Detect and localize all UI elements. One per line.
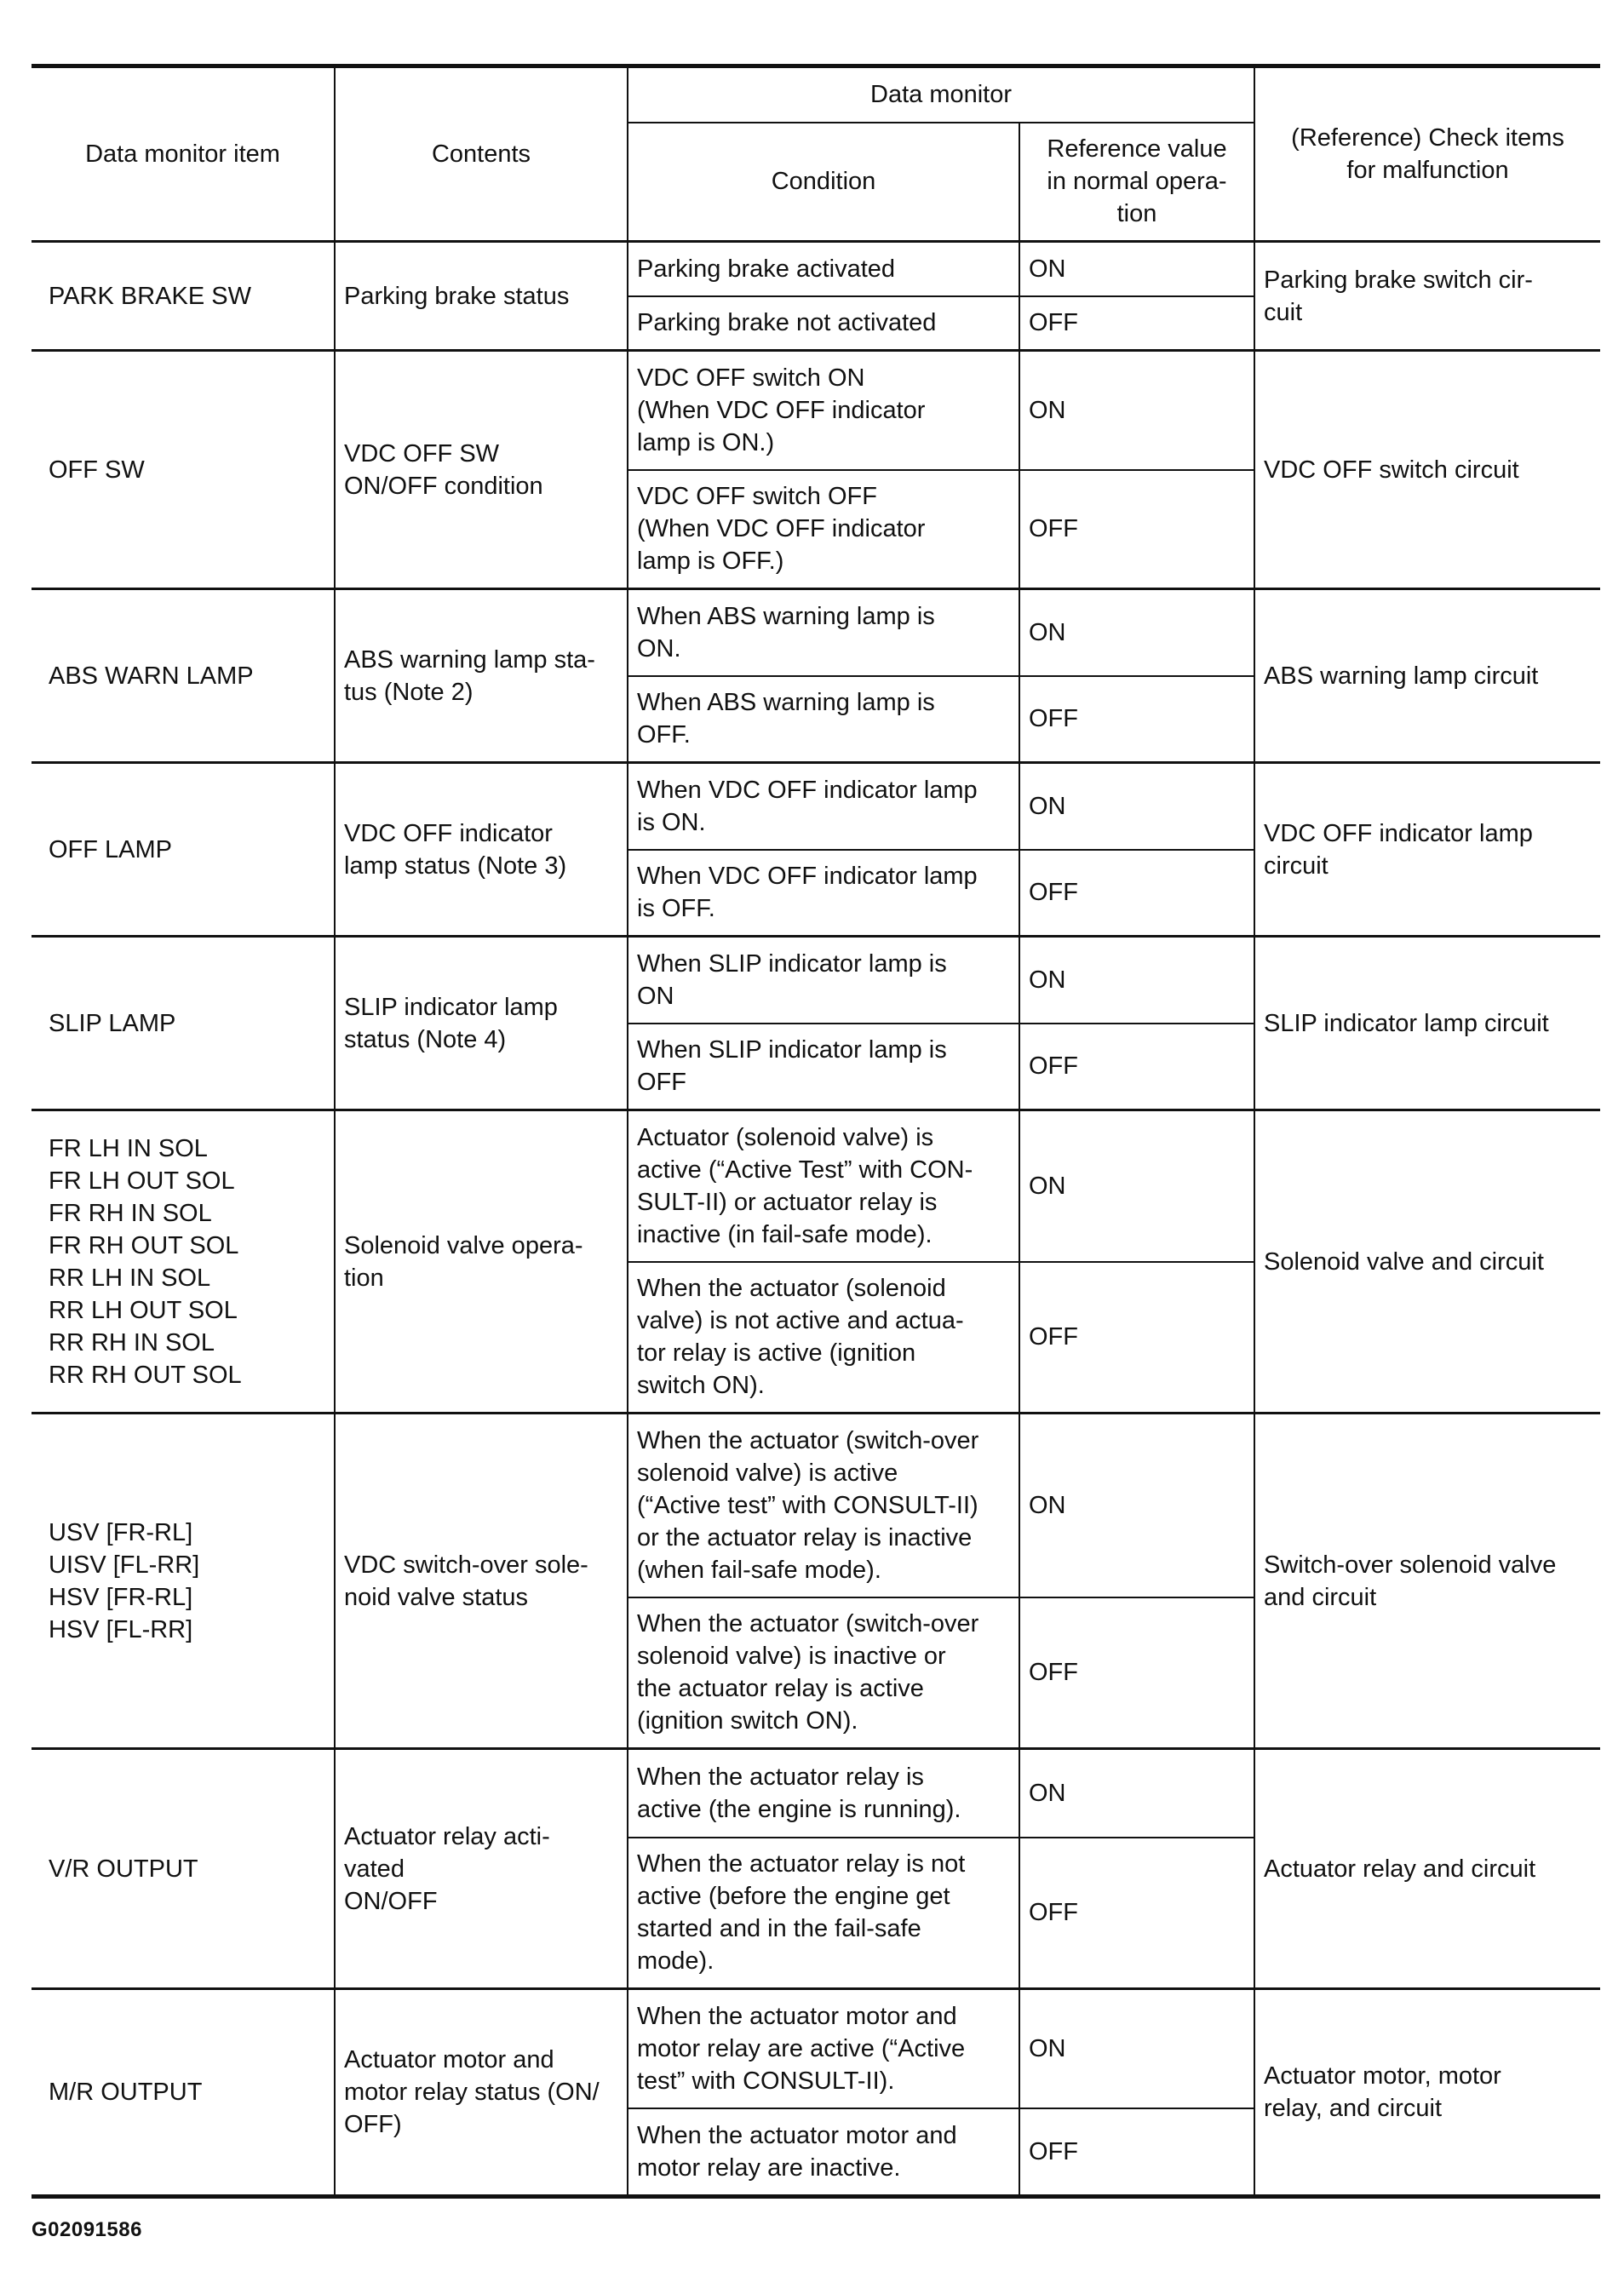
data-monitor-table-sheet <box>32 64 1600 2199</box>
table-row <box>32 1989 1600 2108</box>
contents-cell: SLIP indicator lamp status (Note 4) <box>335 937 628 1110</box>
item-cell: OFF LAMP <box>32 763 335 937</box>
header-contents: Contents <box>335 66 628 242</box>
check-items-cell: Actuator relay and circuit <box>1254 1749 1600 1989</box>
check-items-cell: Actuator motor, motor relay, and circuit <box>1254 1989 1600 2197</box>
condition-cell: When the actuator (switch-over solenoid valve) is inactive or the actuator relay is active (ignition switch ON). <box>628 1597 1019 1749</box>
reference-value-cell: ON <box>1019 1989 1254 2108</box>
condition-cell: VDC OFF switch OFF (When VDC OFF indicator lamp is OFF.) <box>628 470 1019 589</box>
table-body <box>32 242 1600 2197</box>
reference-value-cell: OFF <box>1019 676 1254 763</box>
item-cell: USV [FR-RL] UISV [FL-RR] HSV [FR-RL] HSV [FL-RR] <box>32 1414 335 1749</box>
condition-cell: When the actuator (solenoid valve) is not active and actua- tor relay is active (ignition switch ON). <box>628 1262 1019 1414</box>
table-row <box>32 1749 1600 1838</box>
table-row <box>32 937 1600 1024</box>
check-items-cell: VDC OFF switch circuit <box>1254 351 1600 589</box>
contents-cell: Solenoid valve opera- tion <box>335 1110 628 1414</box>
contents-cell: Actuator motor and motor relay status (ON/ OFF) <box>335 1989 628 2197</box>
header-data-monitor: Data monitor <box>628 66 1254 123</box>
condition-cell: When VDC OFF indicator lamp is ON. <box>628 763 1019 850</box>
check-items-cell: ABS warning lamp circuit <box>1254 589 1600 763</box>
contents-cell: VDC OFF indicator lamp status (Note 3) <box>335 763 628 937</box>
check-items-cell: Parking brake switch cir- cuit <box>1254 242 1600 351</box>
reference-value-cell: ON <box>1019 763 1254 850</box>
condition-cell: When SLIP indicator lamp is ON <box>628 937 1019 1024</box>
table-row <box>32 351 1600 470</box>
condition-cell: When VDC OFF indicator lamp is OFF. <box>628 850 1019 937</box>
condition-cell: When ABS warning lamp is ON. <box>628 589 1019 676</box>
condition-cell: When SLIP indicator lamp is OFF <box>628 1024 1019 1110</box>
reference-value-cell: ON <box>1019 242 1254 296</box>
condition-cell: Actuator (solenoid valve) is active (“Active Test” with CON- SULT-II) or actuator relay is inactive (in fail-safe mode). <box>628 1110 1019 1262</box>
reference-value-cell: OFF <box>1019 850 1254 937</box>
reference-value-cell: ON <box>1019 1110 1254 1262</box>
contents-cell: ABS warning lamp sta- tus (Note 2) <box>335 589 628 763</box>
table-row <box>32 763 1600 850</box>
contents-cell: Parking brake status <box>335 242 628 351</box>
item-cell: FR LH IN SOL FR LH OUT SOL FR RH IN SOL FR RH OUT SOL RR LH IN SOL RR LH OUT SOL RR RH IN SOL RR RH OUT SOL <box>32 1110 335 1414</box>
header-data-monitor-item: Data monitor item <box>32 66 335 242</box>
item-cell: SLIP LAMP <box>32 937 335 1110</box>
condition-cell: Parking brake not activated <box>628 296 1019 351</box>
item-cell: M/R OUTPUT <box>32 1989 335 2197</box>
check-items-cell: VDC OFF indicator lamp circuit <box>1254 763 1600 937</box>
reference-value-cell: ON <box>1019 1414 1254 1597</box>
condition-cell: VDC OFF switch ON (When VDC OFF indicator lamp is ON.) <box>628 351 1019 470</box>
item-cell: OFF SW <box>32 351 335 589</box>
reference-value-cell: OFF <box>1019 1024 1254 1110</box>
contents-cell: VDC OFF SW ON/OFF condition <box>335 351 628 589</box>
table-row <box>32 1110 1600 1262</box>
reference-value-cell: ON <box>1019 589 1254 676</box>
reference-value-cell: ON <box>1019 351 1254 470</box>
condition-cell: Parking brake activated <box>628 242 1019 296</box>
check-items-cell: Switch-over solenoid valve and circuit <box>1254 1414 1600 1749</box>
condition-cell: When ABS warning lamp is OFF. <box>628 676 1019 763</box>
reference-value-cell: ON <box>1019 1749 1254 1838</box>
item-cell: V/R OUTPUT <box>32 1749 335 1989</box>
item-cell: ABS WARN LAMP <box>32 589 335 763</box>
condition-cell: When the actuator relay is not active (before the engine get started and in the fail-safe mode). <box>628 1838 1019 1989</box>
check-items-cell: Solenoid valve and circuit <box>1254 1110 1600 1414</box>
contents-cell: VDC switch-over sole- noid valve status <box>335 1414 628 1749</box>
condition-cell: When the actuator motor and motor relay are inactive. <box>628 2108 1019 2197</box>
reference-value-cell: OFF <box>1019 2108 1254 2197</box>
contents-cell: Actuator relay acti- vated ON/OFF <box>335 1749 628 1989</box>
condition-cell: When the actuator relay is active (the engine is running). <box>628 1749 1019 1838</box>
reference-value-cell: OFF <box>1019 296 1254 351</box>
reference-value-cell: OFF <box>1019 1838 1254 1989</box>
condition-cell: When the actuator motor and motor relay are active (“Active test” with CONSULT-II). <box>628 1989 1019 2108</box>
header-check-items: (Reference) Check items for malfunction <box>1254 66 1600 242</box>
reference-value-cell: OFF <box>1019 470 1254 589</box>
reference-value-cell: OFF <box>1019 1597 1254 1749</box>
table-row <box>32 242 1600 296</box>
reference-value-cell: OFF <box>1019 1262 1254 1414</box>
check-items-cell: SLIP indicator lamp circuit <box>1254 937 1600 1110</box>
header-reference-value: Reference value in normal opera- tion <box>1019 123 1254 242</box>
table-row <box>32 589 1600 676</box>
header-condition: Condition <box>628 123 1019 242</box>
data-monitor-table <box>32 64 1600 2199</box>
condition-cell: When the actuator (switch-over solenoid valve) is active (“Active test” with CONSULT-II) or the actuator relay is inactive (when fail-safe mode). <box>628 1414 1019 1597</box>
item-cell: PARK BRAKE SW <box>32 242 335 351</box>
reference-value-cell: ON <box>1019 937 1254 1024</box>
figure-id: G02091586 <box>32 2218 142 2241</box>
table-row <box>32 1414 1600 1597</box>
